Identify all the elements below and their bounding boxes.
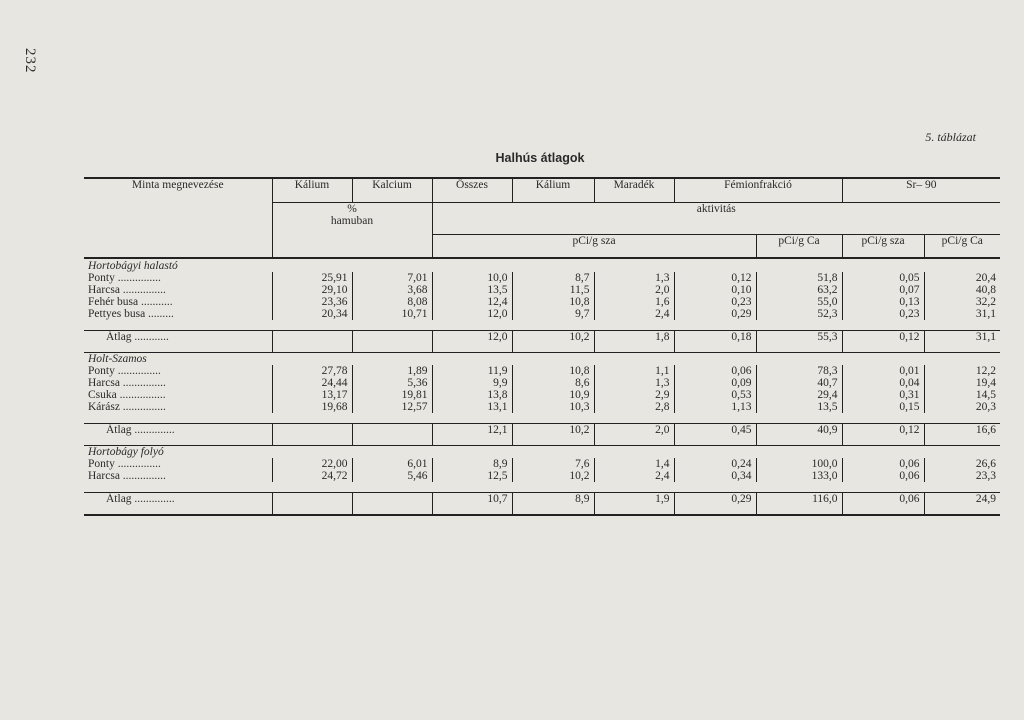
table-row — [84, 401, 1000, 413]
average-row — [84, 493, 1000, 515]
row-value: 10,71 — [352, 308, 432, 320]
row-value: 29,4 — [756, 389, 842, 401]
average-value: 10,7 — [432, 493, 512, 515]
row-value: 11,5 — [512, 284, 594, 296]
row-value: 19,81 — [352, 389, 432, 401]
header-osszes: Összes — [432, 178, 512, 202]
row-value: 1,6 — [594, 296, 674, 308]
average-value: 0,12 — [842, 424, 924, 446]
row-value: 1,89 — [352, 365, 432, 377]
row-value: 2,4 — [594, 308, 674, 320]
header-maradek: Maradék — [594, 178, 674, 202]
average-value: 55,3 — [756, 331, 842, 353]
row-value: 29,10 — [272, 284, 352, 296]
row-value: 100,0 — [756, 458, 842, 470]
row-value: 8,6 — [512, 377, 594, 389]
row-label: Pettyes busa ......... — [88, 308, 174, 320]
header-hamuban: hamuban — [330, 214, 374, 227]
row-value: 40,8 — [924, 284, 1000, 296]
row-value: 2,0 — [594, 284, 674, 296]
header-pcig-sza: pCi/g sza — [432, 234, 756, 258]
average-value: 10,2 — [512, 424, 594, 446]
average-value: 1,9 — [594, 493, 674, 515]
row-value: 20,34 — [272, 308, 352, 320]
row-value: 5,36 — [352, 377, 432, 389]
average-value: 10,2 — [512, 331, 594, 353]
table-label: 5. táblázat — [925, 130, 976, 144]
row-value: 10,8 — [512, 296, 594, 308]
average-label: Átlag .............. — [84, 493, 272, 515]
row-value: 12,2 — [924, 365, 1000, 377]
header-kalcium: Kalcium — [352, 178, 432, 202]
row-value: 23,36 — [272, 296, 352, 308]
group-header-row — [84, 446, 1000, 459]
row-value: 52,3 — [756, 308, 842, 320]
spacer-row — [84, 482, 1000, 493]
average-value: 31,1 — [924, 331, 1000, 353]
average-value: 24,9 — [924, 493, 1000, 515]
table-header — [84, 178, 1000, 260]
row-value: 20,3 — [924, 401, 1000, 413]
row-value: 0,15 — [842, 401, 924, 413]
header-aktivitas: aktivitás — [432, 202, 1000, 234]
row-value: 40,7 — [756, 377, 842, 389]
empty-cell — [272, 331, 352, 353]
row-value: 12,57 — [352, 401, 432, 413]
spacer-cell — [84, 320, 1000, 331]
row-value: 11,9 — [432, 365, 512, 377]
row-value: 0,34 — [674, 470, 756, 482]
group-name: Hortobágyi halastó — [88, 260, 178, 272]
average-value: 8,9 — [512, 493, 594, 515]
average-value: 116,0 — [756, 493, 842, 515]
row-value: 24,72 — [272, 470, 352, 482]
average-row — [84, 424, 1000, 446]
row-value: 14,5 — [924, 389, 1000, 401]
average-value: 0,45 — [674, 424, 756, 446]
table-body — [84, 260, 1000, 515]
row-value: 1,1 — [594, 365, 674, 377]
row-value: 7,6 — [512, 458, 594, 470]
header-sample-name: Minta megnevezése — [84, 178, 272, 258]
group-name: Holt-Szamos — [88, 353, 147, 365]
average-value: 40,9 — [756, 424, 842, 446]
empty-cell — [352, 424, 432, 446]
average-value: 2,0 — [594, 424, 674, 446]
row-value: 78,3 — [756, 365, 842, 377]
row-value: 0,05 — [842, 272, 924, 284]
average-value: 0,06 — [842, 493, 924, 515]
table-row — [84, 284, 1000, 296]
average-value: 1,8 — [594, 331, 674, 353]
row-value: 10,0 — [432, 272, 512, 284]
row-value: 133,0 — [756, 470, 842, 482]
row-value: 10,8 — [512, 365, 594, 377]
row-value: 0,06 — [842, 458, 924, 470]
spacer-cell — [84, 482, 1000, 493]
group-header-row — [84, 353, 1000, 366]
row-value: 0,06 — [842, 470, 924, 482]
row-value: 0,31 — [842, 389, 924, 401]
row-value: 25,91 — [272, 272, 352, 284]
header-pcig-ca: pCi/g Ca — [756, 234, 842, 258]
page-number: 232 — [22, 48, 38, 74]
row-value: 8,7 — [512, 272, 594, 284]
row-value: 20,4 — [924, 272, 1000, 284]
row-value: 0,24 — [674, 458, 756, 470]
row-value: 0,09 — [674, 377, 756, 389]
header-sr-pcig-sza: pCi/g sza — [842, 234, 924, 258]
average-value: 16,6 — [924, 424, 1000, 446]
row-value: 12,4 — [432, 296, 512, 308]
row-value: 0,53 — [674, 389, 756, 401]
table-title: Halhús átlagok — [495, 151, 585, 165]
header-kalium-activity: Kálium — [512, 178, 594, 202]
header-femionfrakcio: Fémionfrakció — [674, 178, 842, 202]
row-value: 0,29 — [674, 308, 756, 320]
row-value: 32,2 — [924, 296, 1000, 308]
table-row — [84, 272, 1000, 284]
group-name: Hortobágy folyó — [88, 446, 164, 458]
row-label: Ponty ............... — [88, 458, 161, 470]
row-value: 0,12 — [674, 272, 756, 284]
row-value: 26,6 — [924, 458, 1000, 470]
spacer-row — [84, 413, 1000, 424]
data-table — [84, 177, 1000, 516]
row-label: Fehér busa ........... — [88, 296, 173, 308]
row-value: 0,01 — [842, 365, 924, 377]
row-value: 63,2 — [756, 284, 842, 296]
row-value: 13,5 — [432, 284, 512, 296]
table-row — [84, 389, 1000, 401]
table-row — [84, 365, 1000, 377]
header-kalium: Kálium — [272, 178, 352, 202]
empty-cell — [272, 424, 352, 446]
row-value: 1,3 — [594, 272, 674, 284]
average-row — [84, 331, 1000, 353]
row-label: Csuka ................ — [88, 389, 166, 401]
row-label: Harcsa ............... — [88, 284, 166, 296]
row-label: Harcsa ............... — [88, 377, 166, 389]
row-value: 13,17 — [272, 389, 352, 401]
row-value: 5,46 — [352, 470, 432, 482]
table-row — [84, 470, 1000, 482]
row-value: 0,23 — [674, 296, 756, 308]
header-sr-pcig-ca: pCi/g Ca — [924, 234, 1000, 258]
row-value: 9,7 — [512, 308, 594, 320]
average-value: 12,0 — [432, 331, 512, 353]
table-row — [84, 458, 1000, 470]
average-value: 0,12 — [842, 331, 924, 353]
table-row — [84, 377, 1000, 389]
average-label: Átlag .............. — [84, 424, 272, 446]
row-value: 0,06 — [674, 365, 756, 377]
average-value: 12,1 — [432, 424, 512, 446]
row-value: 1,4 — [594, 458, 674, 470]
row-value: 0,10 — [674, 284, 756, 296]
row-value: 8,08 — [352, 296, 432, 308]
row-value: 27,78 — [272, 365, 352, 377]
row-value: 0,23 — [842, 308, 924, 320]
row-label: Ponty ............... — [88, 272, 161, 284]
average-label: Átlag ............ — [84, 331, 272, 353]
spacer-row — [84, 320, 1000, 331]
row-value: 13,8 — [432, 389, 512, 401]
table-row — [84, 296, 1000, 308]
row-value: 3,68 — [352, 284, 432, 296]
row-value: 55,0 — [756, 296, 842, 308]
row-label: Ponty ............... — [88, 365, 161, 377]
header-sr90: Sr– 90 — [842, 178, 1000, 202]
row-value: 12,5 — [432, 470, 512, 482]
row-value: 31,1 — [924, 308, 1000, 320]
row-value: 51,8 — [756, 272, 842, 284]
table-row — [84, 308, 1000, 320]
row-value: 7,01 — [352, 272, 432, 284]
row-label: Kárász ............... — [88, 401, 166, 413]
row-value: 9,9 — [432, 377, 512, 389]
row-value: 10,2 — [512, 470, 594, 482]
row-value: 10,9 — [512, 389, 594, 401]
group-header-row — [84, 260, 1000, 272]
row-value: 1,3 — [594, 377, 674, 389]
row-value: 0,13 — [842, 296, 924, 308]
row-value: 22,00 — [272, 458, 352, 470]
row-value: 24,44 — [272, 377, 352, 389]
row-value: 19,68 — [272, 401, 352, 413]
row-value: 0,04 — [842, 377, 924, 389]
header-percent-ash — [272, 202, 432, 258]
empty-cell — [272, 493, 352, 515]
row-value: 6,01 — [352, 458, 432, 470]
row-label: Harcsa ............... — [88, 470, 166, 482]
row-value: 8,9 — [432, 458, 512, 470]
header-percent: % — [347, 202, 357, 215]
row-value: 23,3 — [924, 470, 1000, 482]
average-value: 0,29 — [674, 493, 756, 515]
spacer-cell — [84, 413, 1000, 424]
row-value: 2,8 — [594, 401, 674, 413]
average-value: 0,18 — [674, 331, 756, 353]
empty-cell — [352, 331, 432, 353]
row-value: 10,3 — [512, 401, 594, 413]
row-value: 19,4 — [924, 377, 1000, 389]
row-value: 12,0 — [432, 308, 512, 320]
row-value: 0,07 — [842, 284, 924, 296]
row-value: 1,13 — [674, 401, 756, 413]
row-value: 13,1 — [432, 401, 512, 413]
empty-cell — [352, 493, 432, 515]
row-value: 2,4 — [594, 470, 674, 482]
row-value: 2,9 — [594, 389, 674, 401]
row-value: 13,5 — [756, 401, 842, 413]
